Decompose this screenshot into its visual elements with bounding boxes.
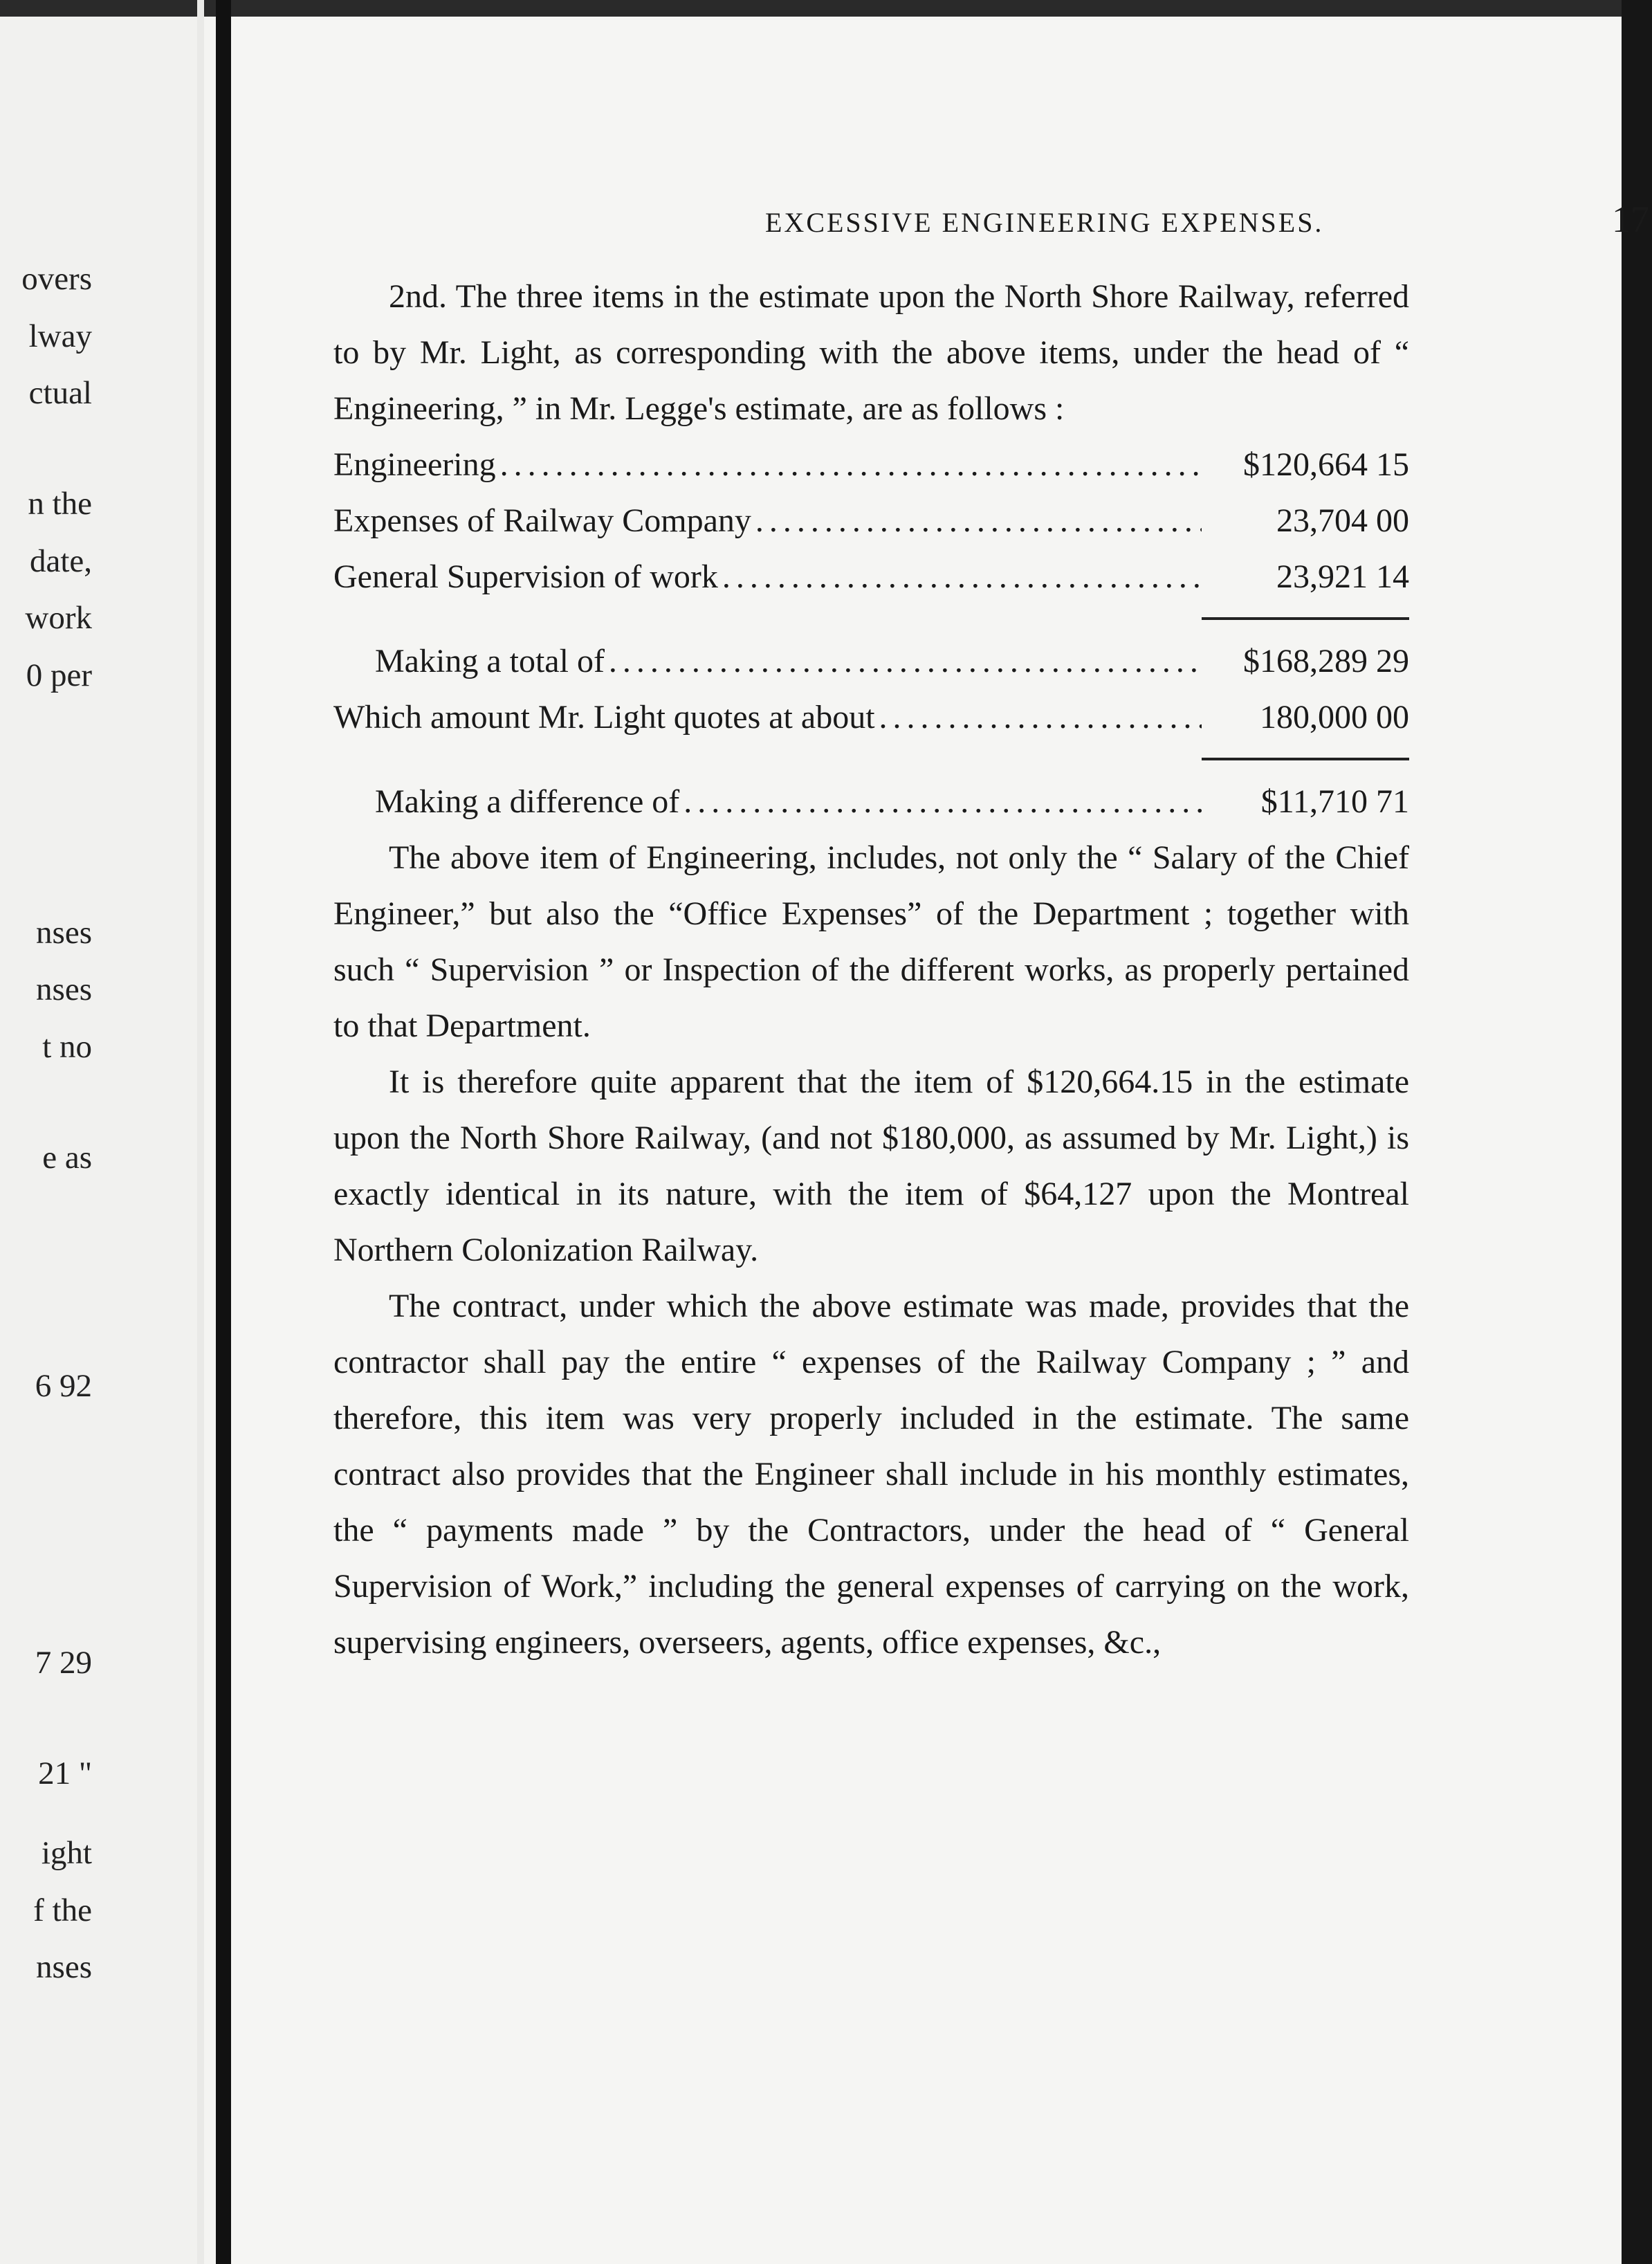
left-fragment: date, [29, 543, 92, 579]
left-fragment: n the [28, 486, 92, 522]
page-number: 17 [1612, 199, 1649, 240]
left-fragment: work [25, 600, 92, 636]
total-label: Making a total of [375, 643, 605, 679]
left-fragment: lway [28, 318, 92, 354]
estimate-row [333, 437, 1409, 493]
quoted-row [333, 689, 1409, 745]
page-header [765, 198, 1649, 246]
left-fragment: nses [36, 1949, 92, 1985]
estimate-amount: $120,664 15 [1243, 446, 1409, 483]
left-fragment: overs [21, 261, 92, 297]
intro-paragraph: 2nd. The three items in the estimate upon the North Shore Railway, referred to by Mr. Light, as corresponding with the above items, under the head of “ Engineering, ” in Mr. Legge's estimate, are as follows : [333, 278, 1409, 427]
difference-row [333, 774, 1409, 830]
estimate-row [333, 493, 1409, 549]
left-fragment: ight [41, 1835, 92, 1871]
dot-leader [496, 437, 1202, 493]
estimate-amount: 23,921 14 [1276, 558, 1409, 595]
running-head: EXCESSIVE ENGINEERING EXPENSES. [765, 207, 1324, 238]
dot-leader [718, 549, 1202, 605]
page-gutter [197, 0, 204, 2264]
left-fragment: ctual [28, 375, 92, 411]
quoted-label: Which amount Mr. Light quotes at about [333, 699, 875, 736]
body-paragraph: It is therefore quite apparent that the item of $120,664.15 in the estimate upon the North Shore Railway, (and not $180,000, as assumed by Mr. Light,) is exactly identical in its nature, with the item of $64,127 upon the Montreal Northern Colonization Railway. [333, 1063, 1409, 1268]
dot-leader [875, 689, 1202, 745]
body-paragraph: The above item of Engineering, includes, not only the “ Salary of the Chief Engineer,” but also the “Office Expenses” of the Department ; together with such “ Supervision ” or Inspection of the different works, as properly pertained to that Department. [333, 839, 1409, 1044]
body-text [333, 268, 1409, 1670]
difference-rule [333, 745, 1409, 774]
scan-top-edge [0, 0, 1652, 17]
left-fragment: nses [36, 915, 92, 951]
estimate-label: Engineering [333, 446, 496, 483]
left-fragment: 0 per [26, 657, 92, 693]
dot-leader [679, 774, 1202, 830]
left-page-margin [0, 17, 197, 2264]
quoted-amount: 180,000 00 [1260, 699, 1409, 736]
scan-right-edge [1622, 0, 1652, 2264]
left-fragment: 7 29 [35, 1645, 92, 1681]
total-amount: $168,289 29 [1243, 643, 1409, 679]
left-fragment: nses [36, 971, 92, 1007]
left-fragment: e as [42, 1140, 92, 1176]
body-paragraph: The contract, under which the above estimate was made, provides that the contractor shall pay the entire “ expenses of the Railway Company ; ” and therefore, this item was very properly included in the estimate. The same contract also provides that the Engineer shall include in his monthly estimates, the “ payments made ” by the Contractors, under the head of “ General Supervision of Work,” including the general expenses of carrying on the work, supervising engineers, overseers, agents, office expenses, &c., [333, 1288, 1409, 1661]
dot-leader [751, 493, 1202, 549]
dot-leader [605, 633, 1202, 689]
binding-shadow [216, 0, 231, 2264]
left-fragment: t no [42, 1029, 92, 1065]
total-row [333, 633, 1409, 689]
estimate-row [333, 549, 1409, 605]
estimate-label: Expenses of Railway Company [333, 502, 751, 539]
difference-label: Making a difference of [375, 783, 680, 820]
left-fragment: f the [33, 1892, 92, 1928]
left-fragment: 21 " [38, 1755, 92, 1791]
estimate-amount: 23,704 00 [1276, 502, 1409, 539]
difference-amount: $11,710 71 [1260, 783, 1409, 820]
left-fragment: 6 92 [35, 1368, 92, 1404]
sum-rule [333, 605, 1409, 633]
estimate-label: General Supervision of work [333, 558, 718, 595]
